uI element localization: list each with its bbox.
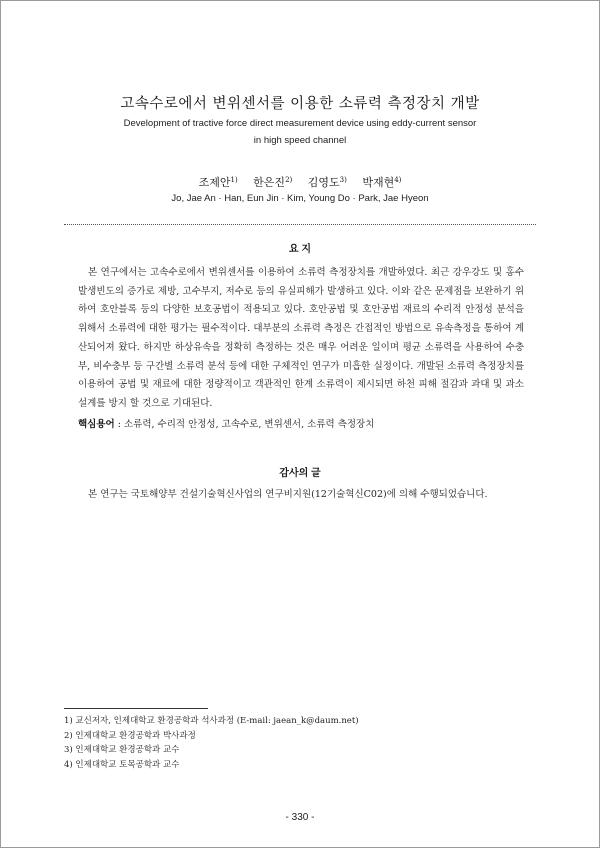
acknowledgement-heading: 감사의 글 xyxy=(279,468,321,479)
page-number: - 330 - xyxy=(285,812,315,823)
footnote-rule xyxy=(64,708,208,709)
paper-title-korean: 고속수로에서 변위센서를 이용한 소류력 측정장치 개발 xyxy=(120,96,480,112)
author-footnote-mark: 4) xyxy=(394,176,402,184)
author-name: 박재현 xyxy=(362,176,395,189)
authors-korean xyxy=(0,174,600,190)
authors-english: Jo, Jae An · Han, Eun Jin · Kim, Young Do · Park, Jae Hyeon xyxy=(171,193,429,204)
author-footnote-mark: 1) xyxy=(230,176,238,184)
paper-title-english xyxy=(0,115,600,149)
paper-title-english-line: in high speed channel xyxy=(253,135,347,146)
footnote: 2) 인제대학교 환경공학과 박사과정 xyxy=(64,730,196,741)
keywords xyxy=(78,416,524,430)
author-name: 한은진 xyxy=(253,176,286,189)
author-name: 조제안 xyxy=(198,176,231,189)
author xyxy=(308,176,347,189)
footnotes xyxy=(64,714,359,772)
author-footnote-mark: 2) xyxy=(285,176,293,184)
author-footnote-mark: 3) xyxy=(339,176,347,184)
paper-title-english-line: Development of tractive force direct measurement device using eddy-current sensor xyxy=(123,118,477,129)
keywords-label: 핵심용어 xyxy=(78,419,115,430)
author-name: 김영도 xyxy=(307,176,340,189)
author xyxy=(362,176,401,189)
abstract-body xyxy=(78,264,524,414)
author xyxy=(199,176,238,189)
footnote: 3) 인제대학교 환경공학과 교수 xyxy=(64,745,180,755)
footnote: 4) 인제대학교 토목공학과 교수 xyxy=(64,759,180,770)
abstract-text: 본 연구에서는 고속수로에서 변위센서를 이용하여 소류력 측정장치를 개발하였다. 최근 강우강도 및 홍수발생빈도의 증가로 제방, 고수부지, 저수로 등의 유실피해가 발생하고 있다. 이와 같은 문제점을 보완하기 위하여 호안블록 등의 다양한 보호공법이 적용되고 있다. 호안공법 및 호안공법 재료의 수리적 안정성 분석을 위해서 소류력에 대한 평가는 필수적이다. 대부분의 소류력 측정은 간접적인 방법으로 유속측정을 통하여 계산되어져 왔다. 하지만 하상유속을 정확히 측정하는 것은 매우 어려운 일이며 평균 소류력을 사용하여 수충부, 비수충부 등 구간별 소류력 분석 등에 대한 구체적인 연구가 미흡한 실정이다. 개발된 소류력 측정장치를 이용하여 공법 및 재료에 대한 정량적이고 객관적인 한계 소류력이 제시되면 하천 피해 절감과 과대 및 과소 설계를 방지 할 것으로 기대된다. xyxy=(78,267,524,409)
author xyxy=(253,176,292,189)
footnote: 1) 교신저자, 인제대학교 환경공학과 석사과정 (E-mail: jaean_k@daum.net) xyxy=(64,716,359,726)
keywords-text: : 소류력, 수리적 안정성, 고속수로, 변위센서, 소류력 측정장치 xyxy=(114,419,375,430)
dotted-divider xyxy=(64,224,536,225)
acknowledgement-text: 본 연구는 국토해양부 건설기술혁신사업의 연구비지원(12기술혁신C02)에 의해 수행되었습니다. xyxy=(88,489,488,500)
abstract-heading: 요 지 xyxy=(288,244,312,255)
